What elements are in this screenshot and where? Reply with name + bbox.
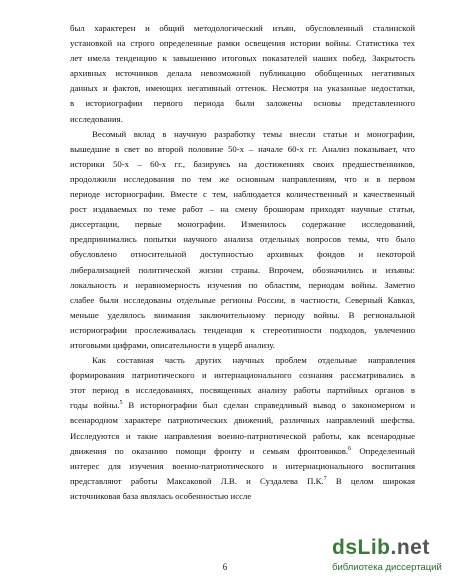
text-line: архивных источников делала невозможной публикацию обобщенных негативных: [70, 68, 415, 79]
text-line: интерес для изучения военно-патриотического и интернационального воспитания: [70, 460, 415, 471]
text-line: формирования патриотического и интернационального сознания рассматривались в: [70, 370, 415, 381]
text-line: вышедшие в свет во второй половине 50-х – начале 60-х гг. Анализ показывает, что: [70, 143, 415, 154]
document-body: [70, 21, 415, 504]
text-line: Исследуются и такие направления военно-патриотической работы, как всенародные: [70, 430, 415, 441]
text-line: историки 50-х – 60-х гг., базируясь на достижениях своих предшественников,: [70, 158, 415, 169]
watermark-logo: [332, 536, 444, 576]
text-line: был характерен и общий методологический изъян, обусловленный сталинской: [70, 23, 415, 33]
text-line: данных и фактов, имеющих негативный оттенок. Несмотря на указанные недостатки,: [70, 83, 415, 94]
text-line: [70, 444, 415, 459]
text-line: продолжили исследования по тем же основным направлениям, что и в первом: [70, 173, 415, 184]
text-line: меньше уделялось внимания заключительному периоду войны. В региональной: [70, 309, 415, 320]
footnote-ref: 6: [348, 445, 352, 452]
paragraph-1: [70, 21, 415, 127]
watermark-brand: [332, 536, 430, 560]
watermark-brand-suffix: .net: [390, 536, 430, 559]
text-line: этот период в исследованиях, посвященных анализу работы партийных органов в: [70, 385, 415, 396]
text-line: Весомый вклад в научную разработку темы внесли статьи и монографии,: [92, 128, 415, 139]
text-line: рост издаваемых по теме работ – на смену брошюрам приходят научные статьи,: [70, 204, 415, 215]
text-line: периоде историографии. Вместе с тем, наблюдается количественный и качественный: [70, 189, 415, 200]
paragraph-3: [70, 353, 415, 504]
text-fragment: движения по оказанию помощи фронту и семьям фронтовиков.: [70, 445, 349, 456]
text-line: Как составная часть других научных проблем отдельные направления: [92, 355, 415, 366]
text-line: предпринимались попытки научного анализа отдельных вопросов темы, что было: [70, 234, 415, 245]
text-line: всенародном характере патриотических движений, различных направлений шефства.: [70, 415, 415, 426]
text-line: [70, 474, 415, 489]
text-line: исследования.: [70, 113, 123, 124]
footnote-ref: 7: [323, 475, 327, 482]
text-line: источниковая база являлась особенностью иссле: [70, 490, 252, 501]
page-number: 6: [222, 562, 228, 572]
footnote-ref: 5: [119, 400, 123, 407]
text-fragment: Определенный: [351, 445, 415, 456]
watermark-subtitle: библиотека диссертаций: [332, 562, 442, 573]
text-fragment: В целом широкая: [326, 475, 415, 486]
text-fragment: годы войны.: [70, 400, 120, 411]
watermark-brand-name: dsLib: [332, 536, 391, 559]
text-line: диссертации, первые монографии. Изменилось содержание исследований,: [70, 219, 415, 230]
text-fragment: В историографии был сделан справедливый вывод о закономерном и: [122, 400, 415, 411]
text-line: установкой на строго определенные рамки освещения истории войны. Статистика тех: [70, 38, 415, 49]
text-line: либерализацией политической жизни страны. Впрочем, обозначились и изъяны:: [70, 264, 415, 275]
text-line: локальность и неравномерность изучения по областям, периодам войны. Заметно: [70, 279, 415, 290]
text-line: итоговыми цифрами, описательности в ущерб анализу.: [70, 339, 275, 350]
text-line: историографии прослеживалась тенденция к стереотипности подходов, увлечению: [70, 324, 415, 335]
text-line: в историографии первого периода были заложены основы представленного: [70, 98, 415, 109]
text-line: слабее были исследованы отдельные регионы России, в частности, Северный Кавказ,: [70, 294, 415, 305]
text-line: лет имела тенденцию к завышению итоговых показателей наших побед. Закрытость: [70, 53, 415, 64]
paragraph-2: [70, 127, 415, 353]
text-line: [70, 398, 415, 413]
text-fragment: представляют работы Максаковой Л.В. и Суздалева П.К.: [70, 475, 324, 486]
text-line: обусловлено относительной доступностью архивных фондов и некоторой: [70, 249, 415, 260]
